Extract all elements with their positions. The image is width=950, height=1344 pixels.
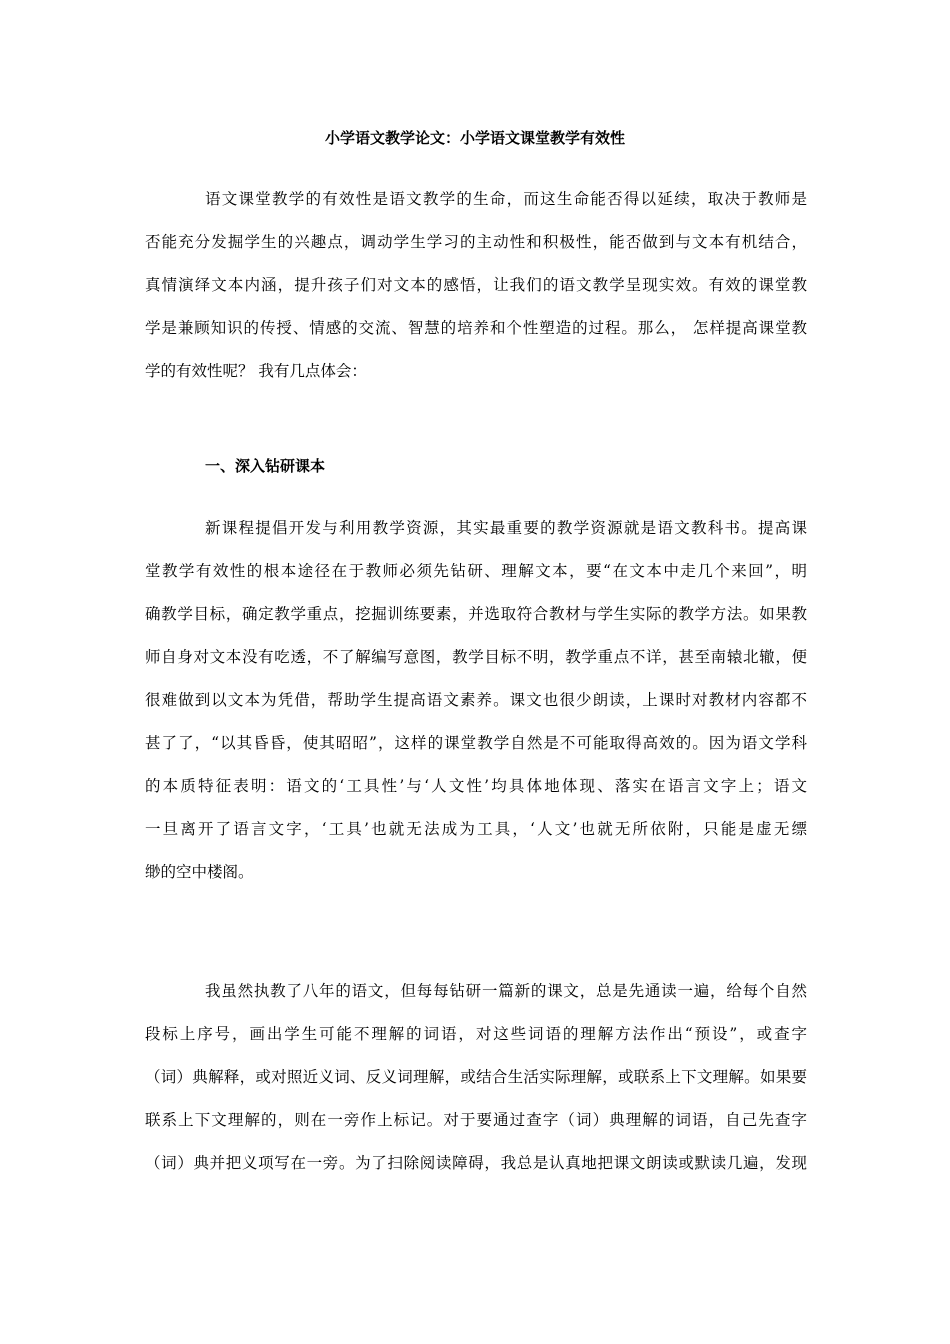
section-heading: 一、深入钻研课本 <box>205 457 326 475</box>
text-line: 学是兼顾知识的传授、情感的交流、智慧的培养和个性塑造的过程。那么， 怎样提高课堂教 <box>145 319 807 337</box>
paragraph-body-2 <box>145 979 807 1194</box>
text-line: 新课程提倡开发与利用教学资源，其实最重要的教学资源就是语文教科书。提高课 <box>205 519 807 537</box>
text-line: 学的有效性呢？ 我有几点体会： <box>145 362 367 380</box>
text-line: 的本质特征表明：语文的‘工具性’与‘人文性’均具体地体现、落实在语言文字上；语文 <box>145 777 807 795</box>
text-line: （词）典解释，或对照近义词、反义词理解，或结合生活实际理解，或联系上下文理解。如果要 <box>145 1068 807 1086</box>
text-line: 师自身对文本没有吃透，不了解编写意图，教学目标不明，教学重点不详，甚至南辕北辙，便 <box>145 648 807 666</box>
text-line: 一旦离开了语言文字，‘工具’也就无法成为工具，‘人文’也就无所依附，只能是虚无缥 <box>145 820 807 838</box>
text-line: 堂教学有效性的根本途径在于教师必须先钻研、理解文本，要“在文本中走几个来回”，明 <box>145 562 807 580</box>
text-line: 甚了了，“以其昏昏，使其昭昭”，这样的课堂教学自然是不可能取得高效的。因为语文学科 <box>145 734 807 752</box>
text-line: 语文课堂教学的有效性是语文教学的生命，而这生命能否得以延续，取决于教师是 <box>205 190 807 208</box>
paragraph-body-1 <box>145 516 807 903</box>
text-line: （词）典并把义项写在一旁。为了扫除阅读障碍，我总是认真地把课文朗读或默读几遍，发现 <box>145 1154 807 1172</box>
text-line: 否能充分发掘学生的兴趣点，调动学生学习的主动性和积极性，能否做到与文本有机结合， <box>145 233 807 251</box>
text-line: 真情演绎文本内涵，提升孩子们对文本的感悟，让我们的语文教学呈现实效。有效的课堂教 <box>145 276 807 294</box>
text-line: 段标上序号，画出学生可能不理解的词语，对这些词语的理解方法作出“预设”，或查字 <box>145 1025 807 1043</box>
text-line: 确教学目标，确定教学重点，挖掘训练要素，并选取符合教材与学生实际的教学方法。如果教 <box>145 605 807 623</box>
text-line: 缈的空中楼阁。 <box>145 863 254 881</box>
text-line: 我虽然执教了八年的语文，但每每钻研一篇新的课文，总是先通读一遍，给每个自然 <box>205 982 807 1000</box>
text-line: 很难做到以文本为凭借，帮助学生提高语文素养。课文也很少朗读，上课时对教材内容都不 <box>145 691 807 709</box>
document-title: 小学语文教学论文：小学语文课堂教学有效性 <box>324 129 625 147</box>
paragraph-intro <box>145 187 807 402</box>
text-line: 联系上下文理解的，则在一旁作上标记。对于要通过查字（词）典理解的词语，自己先查字 <box>145 1111 807 1129</box>
